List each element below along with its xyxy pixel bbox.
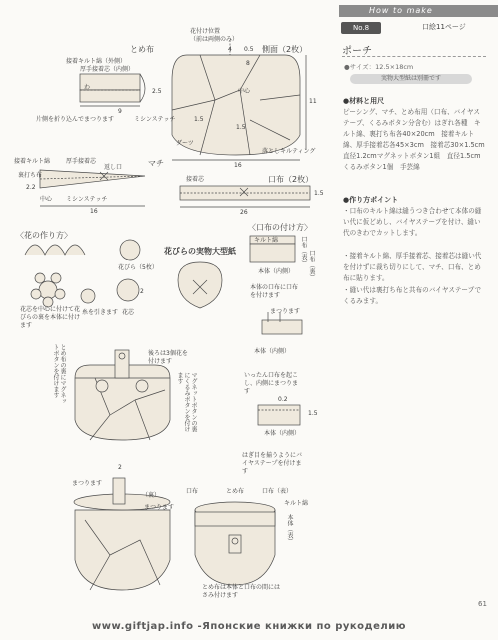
machi-stitch: ミシンステッチ bbox=[66, 196, 108, 203]
tomenuno-dim-2: 2.5 bbox=[152, 88, 162, 95]
asm-n1: 2 bbox=[118, 464, 122, 471]
kuchinuno-attach-title: 〈口布の付け方〉 bbox=[248, 223, 312, 232]
point-item-3: ・縫い代は裏打ち布と共布のバイヤステープでくるみます。 bbox=[343, 286, 482, 305]
materials-heading: ●材料と用尺 bbox=[343, 97, 385, 105]
machi-label-3: 返し口 bbox=[104, 164, 123, 171]
point-item-2: ・接着キルト綿、厚手接着芯、接着芯は縫い代を付けずに裁ち切りにして、マチ、口布、とめ布に貼ります。 bbox=[343, 252, 482, 282]
sokumen-n1: 4 bbox=[228, 46, 232, 53]
sokumen-n3: 8 bbox=[246, 60, 250, 67]
flower-label-3: 糸を引きます bbox=[82, 309, 119, 316]
machi-label-1: 接着キルト綿 bbox=[14, 158, 50, 165]
flower-label-4: 花芯 bbox=[122, 309, 135, 316]
asm-label-1: 後ろは3個花を付けます bbox=[148, 350, 188, 365]
pouch-bottom-right bbox=[195, 502, 275, 585]
kuchinuno-diagram bbox=[180, 186, 310, 207]
sokumen-label-1: 花付け位置 bbox=[190, 28, 221, 35]
machi-title: マチ bbox=[148, 159, 164, 168]
asm-label-2: とめ布の裏にマグネットボタンを付けます bbox=[52, 344, 66, 404]
kt-label-10: はぎ目を揃うようにバイヤステープを付けます bbox=[242, 452, 303, 475]
asm-label-12: とめ布は本体と口布の間にはさみ付けます bbox=[202, 584, 281, 599]
asm-label-8: 口布（表） bbox=[262, 488, 293, 495]
tomenuno-label-1: 接着キルト綿（外側） bbox=[66, 58, 126, 65]
pattern-note: 実物大型紙は別冊です bbox=[350, 74, 472, 84]
kuchinuno-n1: 1.5 bbox=[314, 190, 324, 197]
kt-label-4: 口布（裏） bbox=[308, 250, 315, 280]
asm-label-5: （裏） bbox=[142, 492, 161, 499]
tomenuno-title: とめ布 bbox=[130, 45, 154, 54]
flower-diagram bbox=[25, 240, 140, 307]
kuchinuno-attach-diagram bbox=[250, 236, 302, 425]
kt-label-8: いったん口布を起こし、内側にまつります bbox=[244, 372, 299, 395]
flower-n1: 2 bbox=[140, 288, 144, 295]
point-item-1: ・口布のキルト綿は縫うつき合わせて本体の縫い代に仮どめし、バイヤステープを付け、縫い代のきわでカットします。 bbox=[343, 207, 482, 237]
sokumen-n5: 1.5 bbox=[236, 124, 246, 131]
machi-label-4: 裏打ち布 bbox=[18, 172, 43, 179]
hanabira-title: 花びらの実物大型紙 bbox=[164, 247, 236, 256]
sokumen-center: 中心 bbox=[238, 88, 251, 95]
asm-label-9: キルト綿 bbox=[284, 500, 308, 507]
machi-center: 中心 bbox=[40, 196, 53, 203]
machi-n1: 2.2 bbox=[26, 184, 36, 191]
sokumen-dart: ダーツ bbox=[176, 140, 194, 147]
kt-n1: 0.2 bbox=[278, 396, 288, 403]
kuchinuno-title: 口布（2枚） bbox=[268, 175, 314, 184]
size-text: ●サイズ：12.5×18cm bbox=[344, 63, 414, 71]
page-reference: 口絵11ページ bbox=[422, 23, 466, 31]
asm-label-3: マグネットボタンの裏にくるみボタンを付けます bbox=[176, 372, 197, 432]
asm-label-11: まつります bbox=[144, 504, 175, 511]
tomenuno-label-2: 厚手接着芯（内側） bbox=[80, 66, 135, 73]
item-number-badge: No.8 bbox=[341, 22, 381, 34]
tomenuno-label-4: 片側を折り込んでまつります bbox=[36, 116, 115, 123]
sokumen-title: 側面（2枚） bbox=[262, 45, 308, 54]
sokumen-n4: 1.5 bbox=[194, 116, 204, 123]
sokumen-quilting: 落としキルティング bbox=[262, 148, 316, 155]
kt-label-2: 本体（内側） bbox=[258, 268, 295, 275]
machi-n2: 16 bbox=[90, 208, 98, 215]
kuchinuno-n2: 26 bbox=[240, 209, 248, 216]
materials-body: ピーシング、マチ、とめ布用（口布、バイヤステープ、くるみボタン分含む）はぎれ各種 キルト綿、裏打ち布各40×20cm 接着キルト綿、厚手接着芯各45×3cm 接着芯30×1.5cm 直径1.2cmマグネットボタン1組 直径1.5cmくるみボタン1個 手芸綿 bbox=[343, 108, 492, 171]
asm-label-4: まつります bbox=[72, 480, 103, 487]
band-text: How to make bbox=[369, 6, 433, 15]
kt-label-9: 本体（内側） bbox=[264, 430, 301, 437]
asm-label-10: 本体（表） bbox=[286, 514, 293, 544]
kt-label-7: 本体（内側） bbox=[254, 348, 291, 355]
sokumen-n6: 11 bbox=[309, 98, 317, 105]
page-title: ポーチ bbox=[342, 46, 372, 57]
flower-label-1: 花びら（5枚） bbox=[118, 264, 158, 271]
flower-label-2: 花芯を中心に付けて花びらの裏を本体に付けます bbox=[20, 306, 81, 329]
kt-label-3: 口布（表） bbox=[300, 236, 307, 266]
kt-label-6: まつります bbox=[270, 308, 301, 315]
sokumen-label-2: （前は両側のみ） bbox=[190, 36, 239, 43]
kt-label-1: キルト綿 bbox=[254, 237, 278, 244]
points-heading: ●作り方ポイント bbox=[343, 196, 399, 204]
tomenuno-label-5: ミシンステッチ bbox=[134, 116, 176, 123]
flower-title: 〈花の作り方〉 bbox=[16, 231, 72, 240]
sokumen-n7: 16 bbox=[234, 162, 242, 169]
asm-label-7: とめ布 bbox=[226, 488, 245, 495]
sokumen-n2: 0.5 bbox=[244, 46, 254, 53]
kt-n2: 1.5 bbox=[308, 410, 318, 417]
hanabira-pattern bbox=[178, 262, 222, 308]
kuchinuno-label-1: 接着芯 bbox=[186, 176, 205, 183]
kt-label-5: 本体の口布に口布を付けます bbox=[250, 284, 299, 299]
tomenuno-dim-1: 9 bbox=[118, 108, 122, 115]
page-number: 61 bbox=[478, 600, 487, 608]
asm-label-6: 口布 bbox=[186, 488, 199, 495]
machi-label-2: 厚手接着芯 bbox=[66, 158, 97, 165]
footer-watermark: www.giftjap.info -Японские книжки по рукоделию bbox=[92, 621, 406, 632]
tomenuno-label-3: わ bbox=[84, 84, 91, 91]
